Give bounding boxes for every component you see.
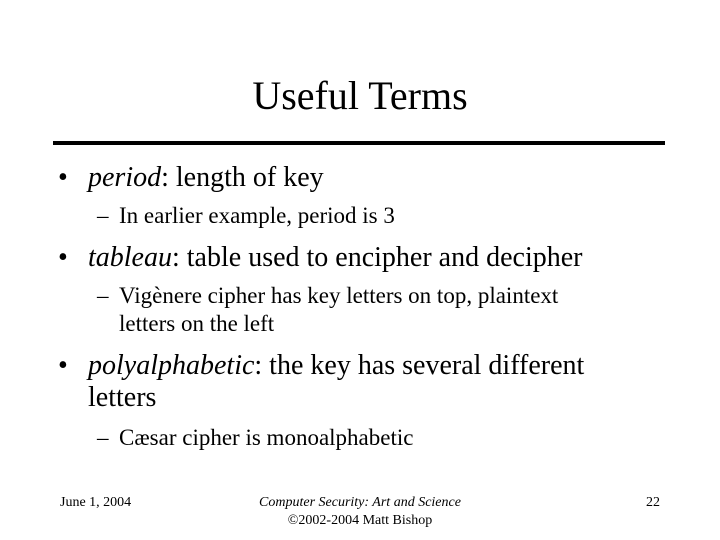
definition-polyalphabetic-line2: letters <box>88 382 157 413</box>
dash-glyph: – <box>97 203 109 228</box>
term-polyalphabetic: polyalphabetic <box>88 350 255 381</box>
bullet-glyph: • <box>58 242 68 273</box>
definition-polyalphabetic: : the key has several different <box>254 350 585 381</box>
sub-polyalphabetic-text: Cæsar cipher is monoalphabetic <box>119 425 414 450</box>
sub-tableau-line2: letters on the left <box>119 311 275 336</box>
sub-polyalphabetic <box>97 424 414 452</box>
definition-period: : length of key <box>161 162 324 193</box>
dash-glyph: – <box>97 283 109 308</box>
footer-course: Computer Security: Art and Science <box>259 495 461 510</box>
bullet-glyph: • <box>58 350 68 381</box>
title-divider <box>53 141 665 145</box>
footer-center <box>210 494 510 530</box>
footer-page-number: 22 <box>646 495 660 510</box>
sub-period <box>97 202 395 230</box>
footer-date: June 1, 2004 <box>60 495 132 510</box>
bullet-glyph: • <box>58 162 68 193</box>
term-tableau: tableau <box>88 242 172 273</box>
bullet-tableau <box>58 242 583 274</box>
dash-glyph: – <box>97 425 109 450</box>
bullet-period <box>58 162 324 194</box>
sub-tableau-line1: Vigènere cipher has key letters on top, plaintext <box>119 283 559 308</box>
bullet-polyalphabetic <box>58 350 585 414</box>
sub-period-text: In earlier example, period is 3 <box>119 203 395 228</box>
slide-title: Useful Terms <box>252 73 468 118</box>
sub-tableau <box>97 282 559 338</box>
footer-copyright: ©2002-2004 Matt Bishop <box>287 513 433 528</box>
definition-tableau: : table used to encipher and decipher <box>172 242 583 273</box>
term-period: period <box>88 162 162 193</box>
